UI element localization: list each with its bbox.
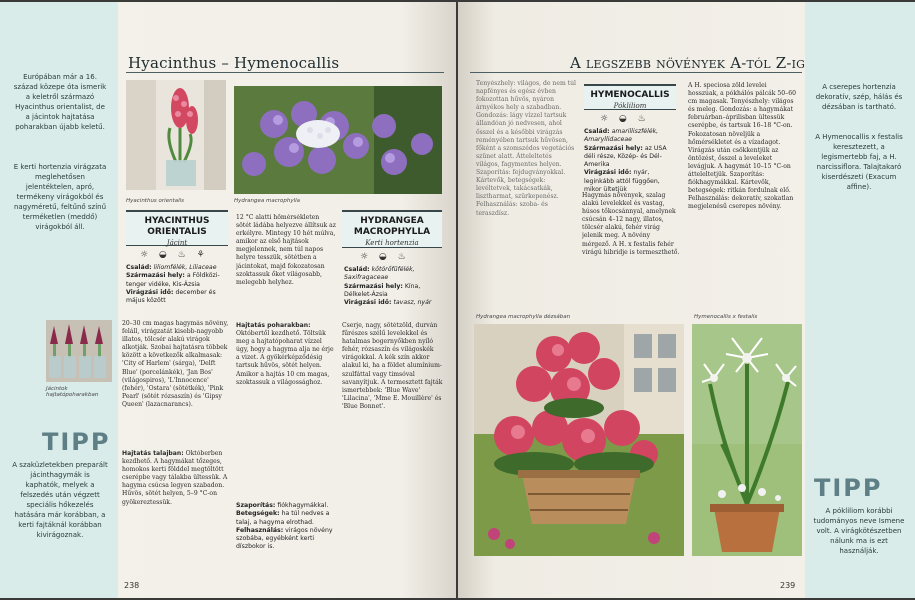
glass-section bbox=[236, 322, 336, 432]
h-family-value: kőtörőfűfélék, Saxifragaceae bbox=[344, 266, 415, 282]
hymenocallis-body: Hagymás növények, szalag alakú levelekkel és vastag, húsos tőkocsánnyal, amelynek csúcsán 4–12 nagy, illatos, tölcsér alakú, fehér virág jelenik meg. A növény mérgező. A H. x festalis fehér virágú hibridje is termeszthető. bbox=[582, 192, 680, 256]
tipp-text-left: A szaküzletekben preparált jácinthagymák is kaphatók, melyek a felszedés után végzett speciális hőkezelés hatására már korábban, a kerti fajtáknál korábban kivirágoznak. bbox=[12, 461, 108, 539]
origin-label: Származási hely: bbox=[126, 272, 185, 280]
hyacinthus-body: 20–30 cm magas hagymás növény, feláll, virágzatát kisebb-nagyobb illatos, tölcsér alakú virágok alkotják. Szobai hajtatásra többek között a következők alkalmasak: 'City of Harlem' (sárga), 'Delft Blue' (porcelánkék), 'Jan Bos' (világospiros), 'L'Innocence' (fehér), 'Ostara' (sötétkék), 'Pink Pearl' (sötét rózsaszín) és 'Gipsy Queen' (lazacnarancs). bbox=[122, 320, 229, 408]
header-rule-right bbox=[470, 72, 802, 73]
hydrangea-care-icons: ☼ ◒ ♨ bbox=[360, 252, 410, 262]
hy-bloom-label: Virágzási idő: bbox=[584, 169, 632, 177]
hymenocallis-facts bbox=[584, 128, 678, 194]
hy-origin-value: az USA déli része, Közép- és Dél-Amerika bbox=[584, 144, 667, 169]
hymenocallis-name: HYMENOCALLIS bbox=[590, 90, 670, 100]
subhead-vase: Hajtatás talajban: bbox=[122, 450, 184, 457]
hymenocallis-care-icons: ☼ ◒ ♨ bbox=[600, 114, 650, 124]
hymenocallis-title-box bbox=[584, 84, 676, 110]
h-family-label: Család: bbox=[344, 266, 370, 273]
hydrangea-facts bbox=[344, 266, 444, 307]
middle-col-facts bbox=[236, 502, 336, 552]
h-bloom-label: Virágzási idő: bbox=[344, 299, 392, 307]
hymenocallis-photo bbox=[692, 324, 802, 556]
hydrangea-title-box bbox=[342, 210, 442, 248]
hyacinthus-photo bbox=[126, 80, 226, 190]
hyacinthus-title-box bbox=[126, 210, 228, 246]
beteg-value: ha túl nedves a talaj, a hagyma elrothad. bbox=[236, 510, 330, 526]
right-sidebar-hymeno: A Hymenocallis x festalis keresztezett, a legismertebb faj, a H. narcissiflora. Talajtakaró kiserdészeti (Exacum affine). bbox=[815, 133, 903, 191]
felh-label: Felhasználás: bbox=[236, 526, 284, 534]
bloom-label: Virágzási idő: bbox=[126, 288, 174, 296]
right-page bbox=[458, 2, 915, 598]
left-page bbox=[0, 2, 456, 598]
h-bloom-value: tavasz, nyár bbox=[393, 299, 432, 307]
caption-hydrangea: Hydrangea macrophylla bbox=[234, 198, 301, 204]
body-glass: Októbertől kezdhető. Töltsük meg a hajtatópoharat vízzel úgy, hogy a hagyma alja ne érje a vizet. A gyökérképződésig tartsuk hűvös, sötét helyen. Amikor a hajtás 10 cm magas, szoktassuk a világossághoz. bbox=[236, 330, 334, 386]
szap-value: fiókhagymákkal. bbox=[277, 502, 329, 509]
family-label: Család: bbox=[126, 264, 152, 271]
right-sidebar-hortensia: A cserepes hortenzia dekoratív, szép, hálás és dézsában is tartható. bbox=[815, 83, 903, 111]
middle-col-body: 12 °C alatti hőmérsékleten sötét ládába helyezve állítsuk az erkélyre. Mintegy 10 hét múlva, amikor az első hajtások megjelennek, nem túl napos helyre tesszük, sötétben a jácintokat, majd fokozatosan szoktassuk őket világosabb, melegebb helyhez. bbox=[236, 214, 336, 286]
body-vase: Októberben kezdhető. A hagymákat tőzeges, homokos kerti földdel megtöltött cserépbe vagy tálakba ültessük. A hagyma csúcsa legyen szabadon. Hűvös, sötét helyen, 5–9 °C-on gyökereztessük. bbox=[122, 450, 228, 506]
szap-label: Szaporítás: bbox=[236, 502, 276, 509]
tipp-text-right: A pókliliom korábbi tudományos neve Ismene volt. A virágkötészetben nálunk ma is ezt használják. bbox=[813, 507, 905, 555]
tipp-heading-right: TIPP bbox=[814, 474, 883, 502]
bloom-value: december és május között bbox=[126, 288, 216, 305]
sidebar-hortensia-text: E kerti hortenzia virágzata meglehetősen jelentéktelen, apró, termékeny virágokból és nagyméretű, feltűnő színű terméketlen (meddő) virágokból áll. bbox=[13, 163, 107, 231]
hyacinthus-name-1: HYACINTHUS bbox=[144, 216, 210, 226]
right-col3-text: A H. speciosa zöld levelei hosszúak, a pókhálós pálcák 50–60 cm magasak. Tenyészhely: világos és meleg. Gondozás: a hagymákat februárban–áprilisban ültessük cserépbe, és tartsuk 16–18 °C-on. Fokozatosan növeljük a hőmérsékletet és a vízadagot. Virágzás után csökkentjük az öntözést, ősszel a leveleket levágjuk. A hagymát 10–15 °C-on átteleltetjük. Szaporítás: fiókhagymákkal. Kártevők, betegségek: ritkán fordulnak elő. Felhasználás: dekoratív, szokatlan megjelenésű cserepes növény. bbox=[688, 82, 796, 211]
h-origin-value: Kína, Délkelet-Ázsia bbox=[344, 282, 421, 298]
hyacinthus-common-name: Jácint bbox=[166, 239, 188, 247]
hyacinthus-care-icons: ☼ ◒ ♨ ⚘ bbox=[140, 250, 209, 260]
caption-hyacinthus: Hyacinthus orientalis bbox=[126, 198, 185, 204]
page-number-left: 238 bbox=[124, 581, 140, 590]
header-rule-left bbox=[126, 72, 444, 73]
origin-value: a Földközi-tenger vidéke, Kis-Ázsia bbox=[126, 272, 220, 288]
right-col1-text: Tenyészhely: világos, de nem túl napfényes és egész évben fokozottan hűvös, nyáron árnyékos hely a szabadban. Gondozás: lágy vízzel tartsuk állandóan jó nedvesen, ahol ősszel és a későbbi virágzás reményében tartsuk hűvösen, főként a szomszédos vegetációs szünet alatt. Átteleltetés világos, fagymentes helyen. Szaporítás: fejdugványokkal. Kártevők, betegségek: levéltetvek, takácsatkák, lisztharmat, szürkepenész. Felhasználás: szoba- és teraszdísz. bbox=[476, 80, 576, 217]
page-header-left: Hyacinthus – Hymenocallis bbox=[128, 54, 340, 72]
hyacinthus-facts bbox=[126, 264, 230, 305]
hydrangea-body: Cserje, nagy, sötétzöld, durván fűrészes szélű levelekkel és hatalmas bogernyőkben nyíló fehér, rózsaszín és világoskék virágokkal. A kék szín akkor alakul ki, ha a földet alumínium-szulfáttal vagy timsóval savanyítjuk. A termesztett fajták ismertebbek: 'Blue Wave' 'Lilacina', 'Mme E. Mouillère' és 'Blue Bonnet'. bbox=[342, 322, 443, 410]
sidebar-intro-text: Európában már a 16. század közepe óta ismerik a keletről származó Hyacinthus orientalist, de a jácintok hajtatása poharakban újabb keletű. bbox=[13, 73, 107, 131]
hy-origin-label: Származási hely: bbox=[584, 144, 643, 152]
beteg-label: Betegségek: bbox=[236, 510, 280, 518]
hyacinthus-vase-section bbox=[122, 450, 230, 570]
h-origin-label: Származási hely: bbox=[344, 282, 403, 290]
tipp-heading-left: TIPP bbox=[42, 428, 111, 456]
hydrangea-name-1: HYDRANGEA bbox=[360, 216, 424, 226]
page-header-right: A legszebb növények A-tól Z-ig bbox=[570, 54, 806, 72]
hydrangea-pot-photo bbox=[474, 324, 684, 556]
hyacinthus-name-2: ORIENTALIS bbox=[147, 227, 207, 237]
page-number-right: 239 bbox=[780, 581, 796, 590]
hydrangea-name-2: MACROPHYLLA bbox=[353, 227, 431, 237]
family-value: liliomfélék, Liliaceae bbox=[153, 264, 217, 271]
hydrangea-macrophylla-photo bbox=[234, 86, 442, 194]
subhead-glass: Hajtatás poharakban: bbox=[236, 322, 311, 329]
hy-family-value: amarilliszfélék, Amaryllidaceae bbox=[584, 128, 659, 144]
hymenocallis-common-name: Pókliliom bbox=[613, 102, 647, 110]
caption-jacintok: Jácintok hajtatópoharakban bbox=[46, 386, 99, 398]
caption-hydrangea-pot: Hydrangea macrophylla dézsában bbox=[476, 314, 571, 320]
hy-family-label: Család: bbox=[584, 128, 610, 135]
felh-value: virágos növény szobába, egyébként kerti díszbokor is. bbox=[236, 526, 333, 551]
hydrangea-common-name: Kerti hortenzia bbox=[365, 239, 419, 247]
caption-hymenocallis: Hymenocallis x festalis bbox=[694, 314, 758, 320]
hy-bloom-value: nyár, leginkább attól függően, mikor ültetjük bbox=[584, 169, 660, 194]
hyacinth-glasses-photo bbox=[46, 320, 112, 382]
